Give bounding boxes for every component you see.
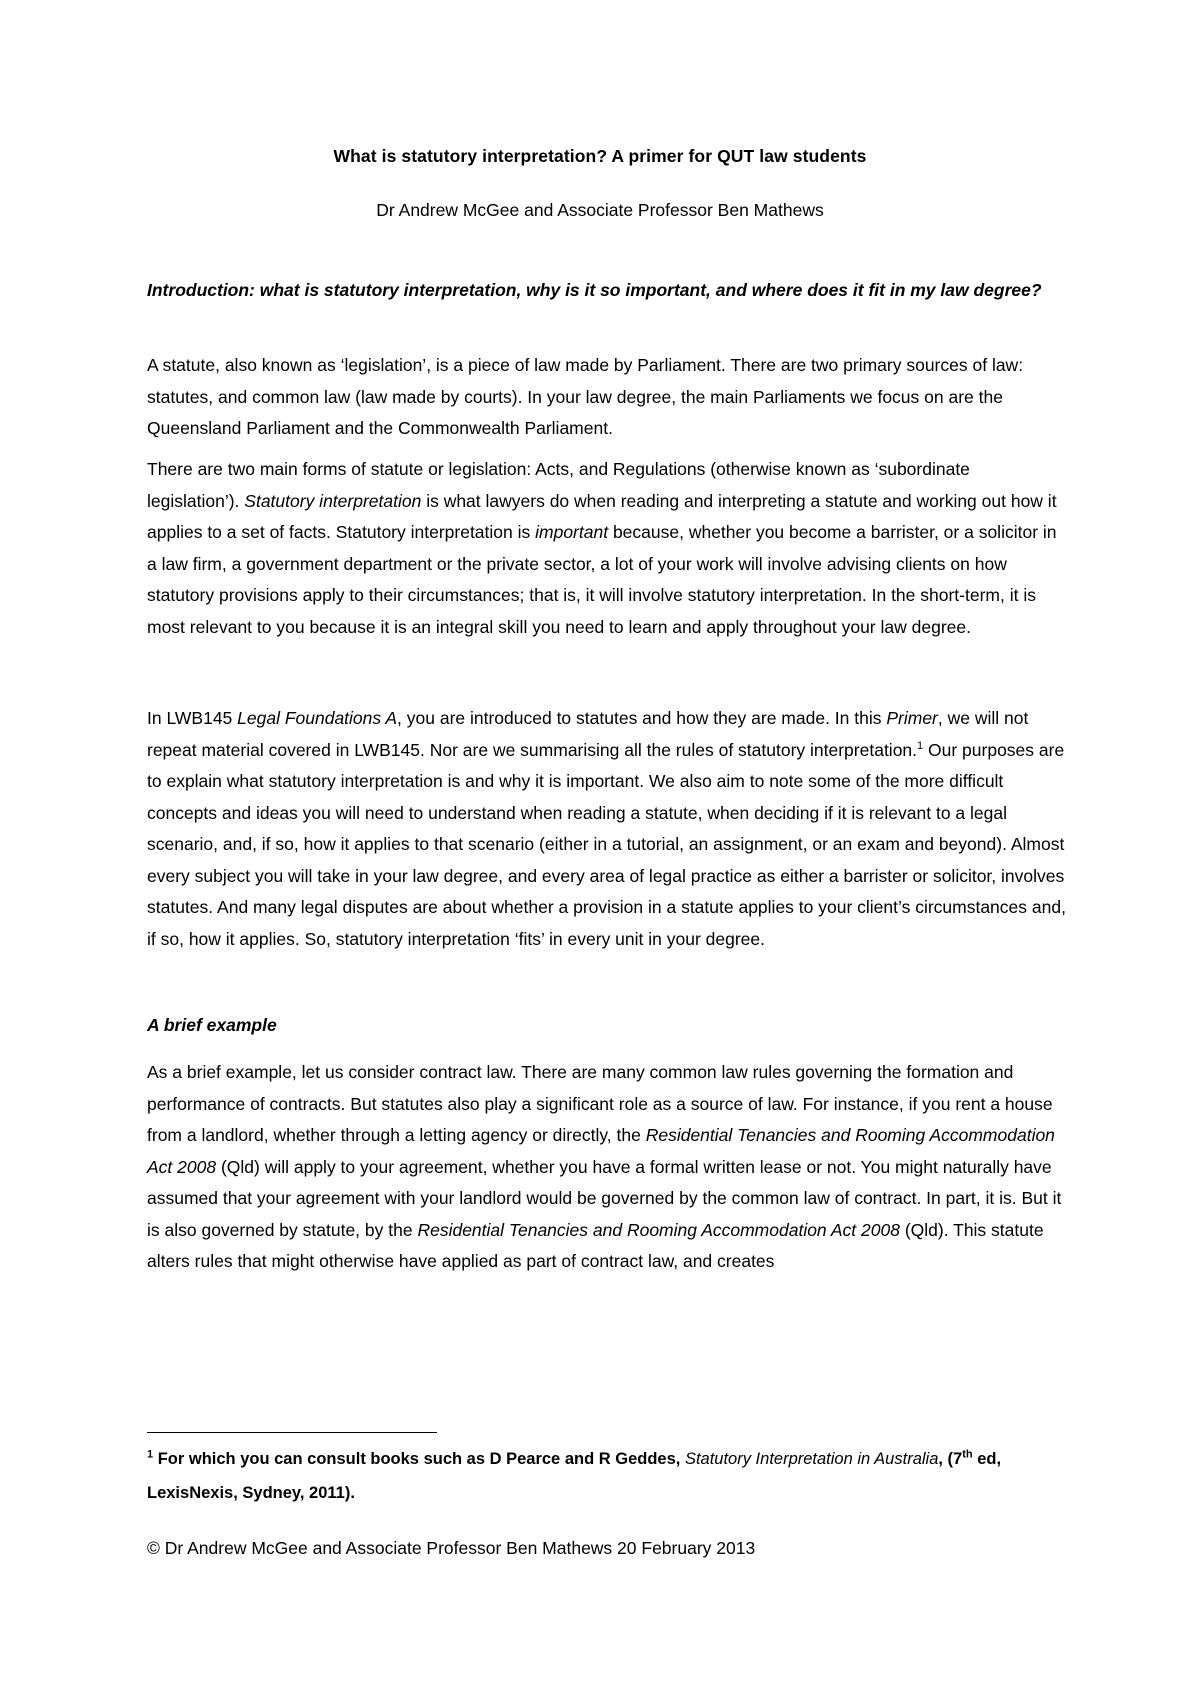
paragraph-2-text: because, whether you become a barrister, or a solicitor in a law firm, a government department or the private sector, a lot of your work will involve advising clients on how statutory provisions apply to their circumstances; that is, it will involve statutory interpretation. In the short-term, it is most relevant to you because it is an integral skill you need to learn and apply throughout your law degree. bbox=[147, 522, 1057, 637]
paragraph-3-text: , you are introduced to statutes and how they are made. In this bbox=[397, 708, 887, 728]
intro-heading-text: Introduction: what is statutory interpretation, why is it so important, and where does it fit in my law degree? bbox=[147, 280, 1042, 300]
paragraph-2-text: is what lawyers do when reading and interpreting a statute and working out how it applies to a set of facts. Statutory interpretation is bbox=[147, 490, 1057, 542]
footnote-text: ed, LexisNexis, Sydney, 2011). bbox=[147, 1450, 1002, 1502]
footnote-1 bbox=[147, 1442, 1067, 1510]
paragraph-1-text: A statute, also known as ‘legislation’, is a piece of law made by Parliament. There are two primary sources of law: statutes, and common law (law made by courts). In your law degree, the main Parliaments we focus on are the Queensland Parliament and the Commonwealth Parliament. bbox=[147, 355, 1024, 438]
paragraph-4-text: (Qld) will apply to your agreement, whether you have a formal written lease or not. You might naturally have assumed that your agreement with your landlord would be governed by the common law of contract. In part, it is. But it is also governed by statute, by the bbox=[147, 1156, 1062, 1240]
paragraph-3-emphasis: Legal Foundations A bbox=[237, 708, 398, 728]
paragraph-2-emphasis: important bbox=[535, 522, 609, 542]
paragraph-3 bbox=[147, 703, 1067, 955]
footnote-text: , (7 bbox=[938, 1450, 963, 1468]
footnote-book-title: Statutory Interpretation in Australia bbox=[684, 1450, 939, 1468]
paragraph-2-text: There are two main forms of statute or legislation: Acts, and Regulations (otherwise known as ‘subordinate legislation’). bbox=[147, 459, 970, 511]
paragraph-3-text: Our purposes are to explain what statutory interpretation is and why it is important. We also aim to note some of the more difficult concepts and ideas you will need to understand when reading a statute, when deciding if it is relevant to a legal scenario, and, if so, how it applies to that scenario (either in a tutorial, an assignment, or an exam and beyond). Almost every subject you will take in your law degree, and every area of legal practice as either a barrister or solicitor, involves statutes. And many legal disputes are about whether a provision in a statute applies to your client’s circumstances and, if so, how it applies. So, statutory interpretation ‘fits’ in every unit in your degree. bbox=[147, 739, 1066, 949]
paragraph-1 bbox=[147, 350, 1067, 445]
paragraph-3-text: , we will not repeat material covered in LWB145. Nor are we summarising all the rules of statutory interpretation. bbox=[147, 708, 1029, 760]
example-heading-text: A brief example bbox=[147, 1015, 277, 1035]
paragraph-4 bbox=[147, 1057, 1067, 1278]
paragraph-2-emphasis: Statutory interpretation bbox=[244, 490, 422, 511]
example-heading bbox=[147, 1010, 1067, 1042]
act-title: Residential Tenancies and Rooming Accommodation Act 2008 bbox=[147, 1125, 1055, 1177]
document-authors: Dr Andrew McGee and Associate Professor Ben Mathews bbox=[376, 200, 824, 220]
paragraph-4-text: As a brief example, let us consider contract law. There are many common law rules governing the formation and performance of contracts. But statutes also play a significant role as a source of law. For instance, if you rent a house from a landlord, whether through a letting agency or directly, the bbox=[147, 1062, 1053, 1145]
paragraph-2 bbox=[147, 454, 1067, 643]
intro-heading bbox=[147, 275, 1067, 307]
footnote-edition-suffix: th bbox=[962, 1448, 973, 1461]
copyright-notice: © Dr Andrew McGee and Associate Professor Ben Mathews 20 February 2013 bbox=[147, 1538, 756, 1558]
footnote-number: 1 bbox=[147, 1448, 154, 1461]
act-title: Residential Tenancies and Rooming Accommodation Act 2008 bbox=[417, 1219, 900, 1240]
paragraph-3-emphasis: Primer bbox=[886, 708, 938, 728]
footnote-reference[interactable]: 1 bbox=[917, 739, 924, 752]
paragraph-4-text: (Qld). This statute alters rules that might otherwise have applied as part of contract law, and creates bbox=[147, 1219, 1044, 1271]
document-title: What is statutory interpretation? A primer for QUT law students bbox=[333, 146, 867, 166]
paragraph-3-text: In LWB145 bbox=[147, 708, 238, 728]
footnote-text: For which you can consult books such as D Pearce and R Geddes, bbox=[153, 1450, 685, 1468]
footnote-separator bbox=[147, 1432, 437, 1433]
